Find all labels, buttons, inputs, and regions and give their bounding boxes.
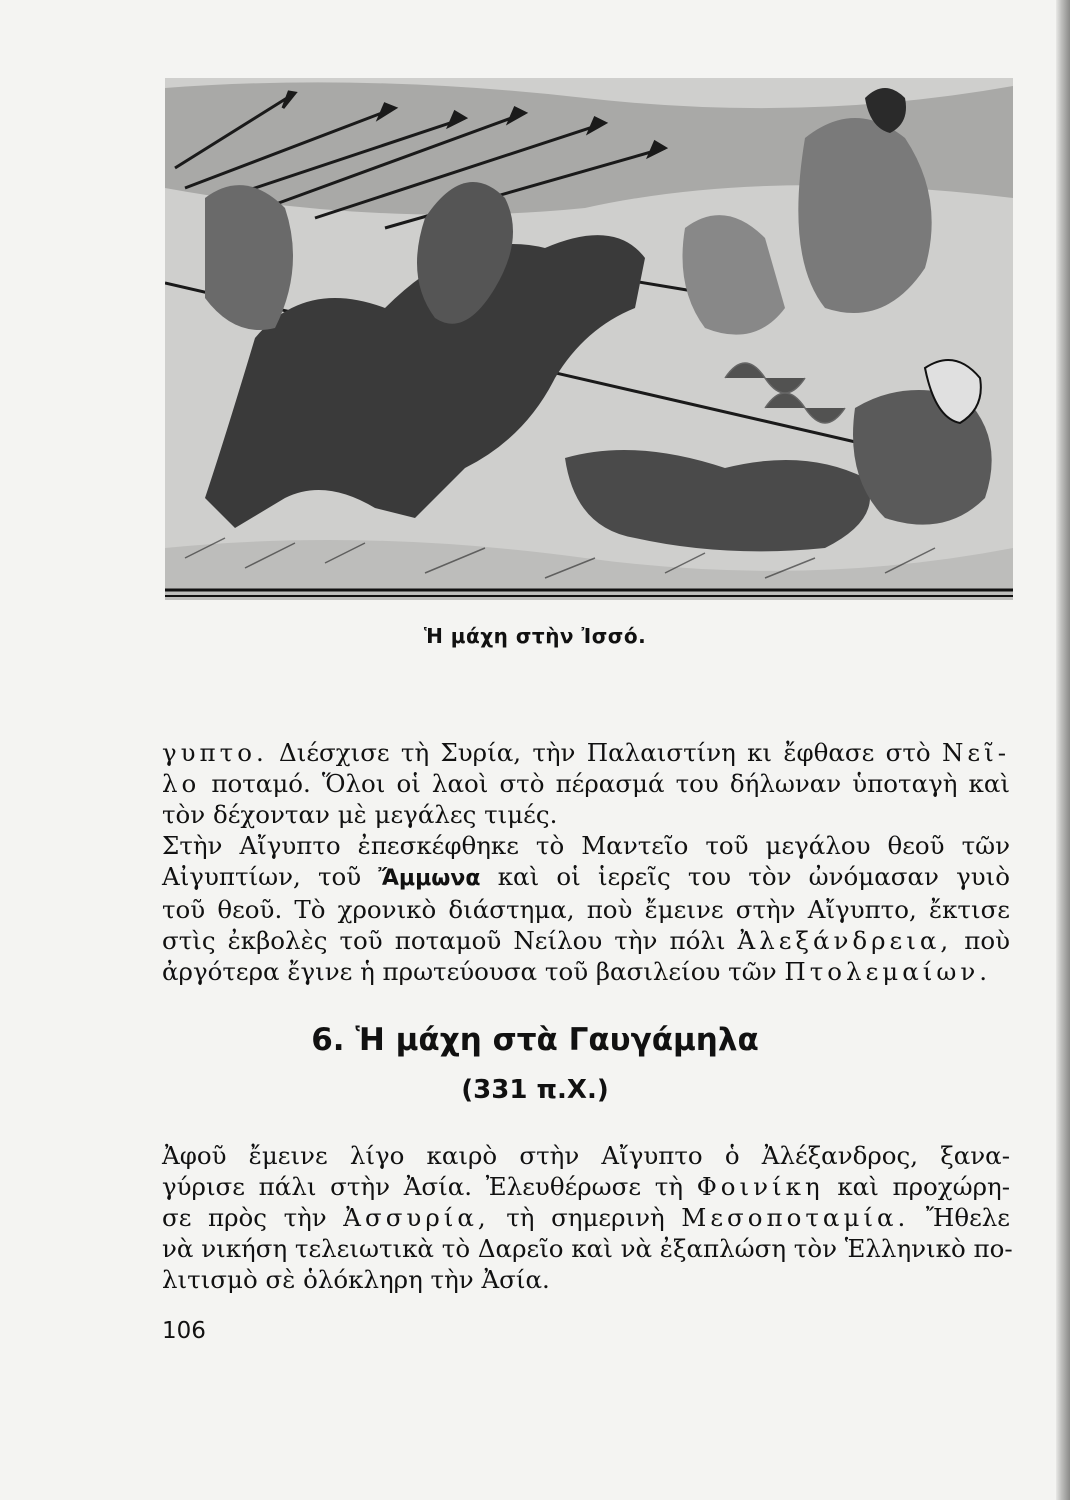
text-run: σε πρὸς τὴν [162, 1203, 344, 1232]
text-line [162, 1264, 1010, 1295]
text-run: ἀργότερα ἔγινε ἡ πρωτεύουσα τοῦ βασιλείου τῶν [162, 957, 785, 986]
text-line [162, 894, 1010, 925]
text-line [162, 830, 1010, 861]
text-line [162, 925, 1010, 956]
paragraph-2 [162, 830, 1010, 987]
bold-term: Ἄμμωνα [378, 866, 481, 891]
text-run: λιτισμὸ σὲ ὁλόκληρη τὴν Ἀσία. [162, 1265, 550, 1294]
text-run: Αἰγυπτίων, τοῦ [162, 862, 379, 891]
spaced-term: λο [162, 769, 201, 798]
text-line [162, 1171, 1010, 1202]
section-subheading: (331 π.Χ.) [461, 1075, 609, 1105]
paragraph-1 [162, 737, 1010, 830]
spaced-term: Μεσοποταμία. [681, 1203, 910, 1232]
spaced-term: γυπτο. [162, 738, 268, 767]
text-run: Διέσχισε τὴ Συρία, τὴν Παλαιστίνη κι ἔφθασε στὸ [267, 738, 942, 767]
text-line [162, 861, 1010, 894]
text-line [162, 799, 1010, 830]
text-run: Ἀφοῦ ἔμεινε λίγο καιρὸ στὴν Αἴγυπτο ὁ Ἀλέξανδρος, ξανα- [162, 1141, 1010, 1170]
spaced-term: Πτολεμαίων. [784, 957, 992, 986]
text-run: τοῦ θεοῦ. Τὸ χρονικὸ διάστημα, ποὺ ἔμεινε στὴν Αἴγυπτο, ἔκτισε [162, 895, 1010, 924]
spaced-term: Νεῖ- [941, 738, 1010, 767]
text-run: στὶς ἐκβολὲς τοῦ ποταμοῦ Νείλου τὴν πόλι [162, 926, 738, 955]
text-run: καὶ οἱ ἱερεῖς του τὸν ὠνόμασαν γυιὸ [480, 862, 1010, 891]
text-run: καὶ προχώρη- [823, 1172, 1010, 1201]
text-line [162, 1202, 1010, 1233]
text-line [162, 737, 1010, 768]
text-run: τὴ σημερινὴ [489, 1203, 682, 1232]
text-line [162, 1233, 1013, 1264]
battle-of-issus-illustration [165, 78, 1013, 600]
text-run: ποταμό. Ὅλοι οἱ λαοὶ στὸ πέρασμά του δήλωναν ὑποταγὴ καὶ [200, 769, 1010, 798]
page-number: 106 [162, 1318, 206, 1344]
text-line [162, 1140, 1010, 1171]
spaced-term: Ἀσσυρία, [343, 1203, 490, 1232]
text-line [162, 768, 1010, 799]
text-line [162, 956, 1010, 987]
spaced-term: Φοινίκη [696, 1172, 824, 1201]
text-run: γύρισε πάλι στὴν Ἀσία. Ἐλευθέρωσε τὴ [162, 1172, 697, 1201]
text-run: νὰ νικήση τελειωτικὰ τὸ Δαρεῖο καὶ νὰ ἐξαπλώση τὸν Ἑλληνικὸ πο- [162, 1234, 1013, 1263]
section-heading: 6. Ἡ μάχη στὰ Γαυγάμηλα [311, 1022, 759, 1058]
text-run: τὸν δέχονταν μὲ μεγάλες τιμές. [162, 800, 558, 829]
text-run: Στὴν Αἴγυπτο ἐπεσκέφθηκε τὸ Μαντεῖο τοῦ μεγάλου θεοῦ τῶν [162, 831, 1010, 860]
text-run: ποὺ [952, 926, 1010, 955]
spaced-term: Ἀλεξάνδρεια, [737, 926, 953, 955]
page-edge-shadow [1056, 0, 1070, 1500]
text-run: Ἤθελε [909, 1203, 1010, 1232]
paragraph-3 [162, 1140, 1013, 1295]
illustration-caption: Ἡ μάχη στὴν Ἰσσό. [423, 624, 647, 648]
